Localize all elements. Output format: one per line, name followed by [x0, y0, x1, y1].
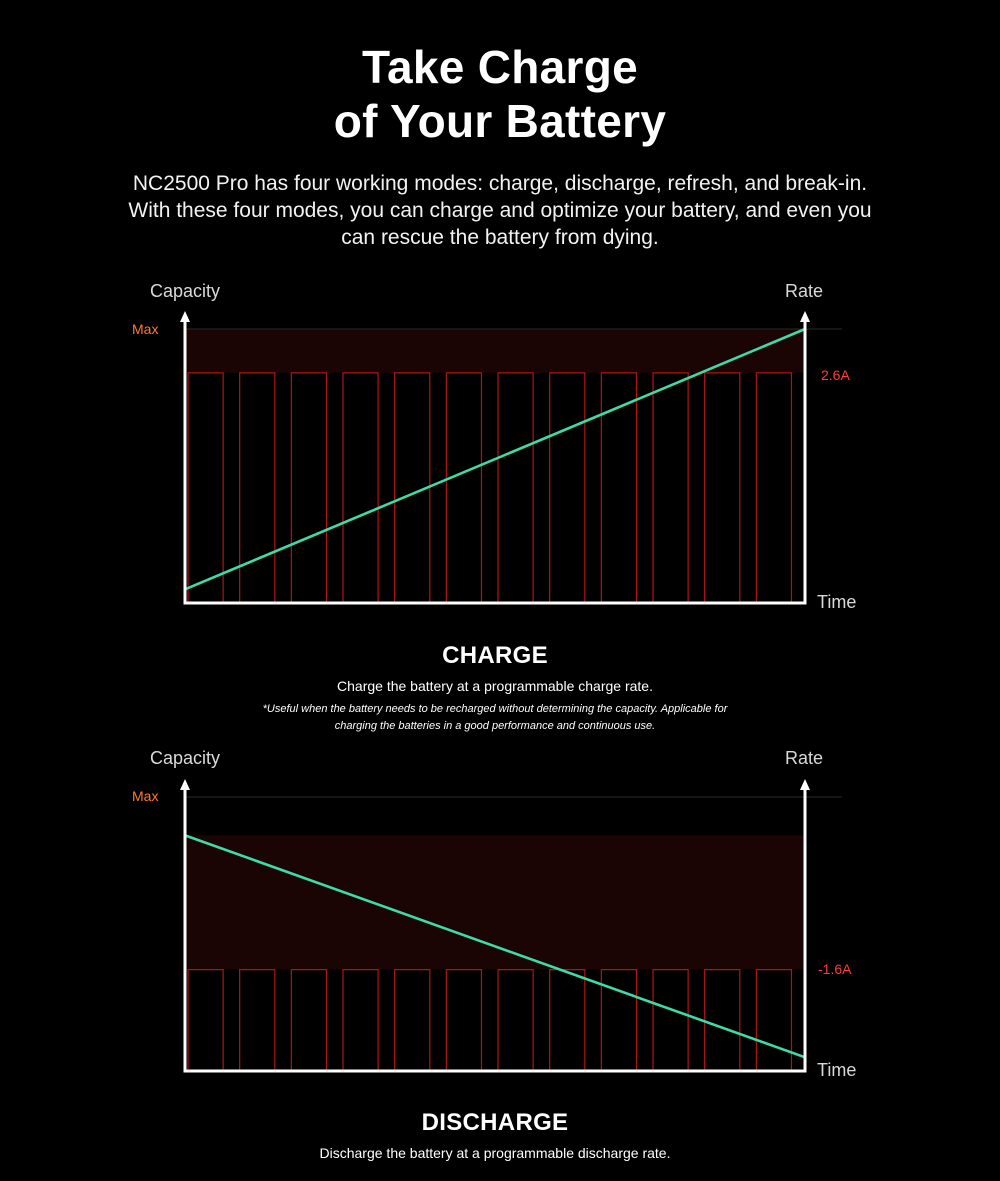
- rate-pulse: [240, 970, 275, 1071]
- discharge-mode-description: Discharge the battery at a programmable discharge rate.: [319, 1145, 671, 1161]
- rate-axis-arrow: [800, 779, 810, 790]
- rate-pulse: [395, 970, 430, 1071]
- max-tick-label: Max: [132, 788, 159, 804]
- title-line-1: Take Charge: [362, 41, 638, 93]
- rate-axis-label: Rate: [785, 281, 824, 301]
- charge-mode-description: Charge the battery at a programmable charge rate.: [337, 678, 653, 694]
- rate-pulse: [705, 970, 740, 1071]
- rate-pulse: [498, 373, 533, 603]
- rate-pulse: [756, 970, 791, 1071]
- shaded-band: [185, 329, 805, 373]
- capacity-axis-label: Capacity: [150, 748, 221, 768]
- intro-text: NC2500 Pro has four working modes: charge, discharge, refresh, and break-in. With these four modes, you can charge and optimize your battery, and even you can rescue the battery from dying.: [128, 172, 872, 249]
- rate-pulse: [705, 373, 740, 603]
- rate-axis-label: Rate: [785, 748, 824, 768]
- rate-pulse: [240, 373, 275, 603]
- rate-pulse: [446, 373, 481, 603]
- rate-pulse: [446, 970, 481, 1071]
- charge-mode-title: CHARGE: [442, 642, 548, 669]
- rate-value-label: -1.6A: [818, 961, 852, 977]
- discharge-mode-title: DISCHARGE: [421, 1109, 569, 1136]
- rate-pulse: [756, 373, 791, 603]
- max-tick-label: Max: [132, 321, 159, 337]
- discharge-chart: [0, 738, 1000, 1088]
- rate-pulse: [550, 970, 585, 1071]
- rate-pulse: [653, 970, 688, 1071]
- capacity-axis-label: Capacity: [150, 281, 221, 301]
- rate-pulse: [291, 970, 326, 1071]
- rate-pulse: [498, 970, 533, 1071]
- rate-value-label: 2.6A: [821, 367, 850, 383]
- page-title: [0, 40, 1000, 148]
- time-axis-label: Time: [817, 592, 857, 612]
- rate-pulse: [291, 373, 326, 603]
- capacity-axis-arrow: [180, 779, 190, 790]
- time-axis-label: Time: [817, 1060, 857, 1080]
- rate-pulse: [343, 970, 378, 1071]
- rate-pulse: [343, 373, 378, 603]
- rate-pulse: [653, 373, 688, 603]
- rate-axis-arrow: [800, 311, 810, 322]
- rate-pulse: [550, 373, 585, 603]
- title-line-2: of Your Battery: [333, 95, 667, 147]
- capacity-axis-arrow: [180, 311, 190, 322]
- charge-mode-note: *Useful when the battery needs to be recharged without determining the capacity. Applicable for charging the batteries in a good performance and continuous use.: [262, 703, 728, 732]
- charge-chart: [0, 270, 1000, 620]
- rate-pulse: [188, 373, 223, 603]
- rate-pulse: [188, 970, 223, 1071]
- shaded-band: [185, 835, 805, 969]
- rate-pulse: [601, 970, 636, 1071]
